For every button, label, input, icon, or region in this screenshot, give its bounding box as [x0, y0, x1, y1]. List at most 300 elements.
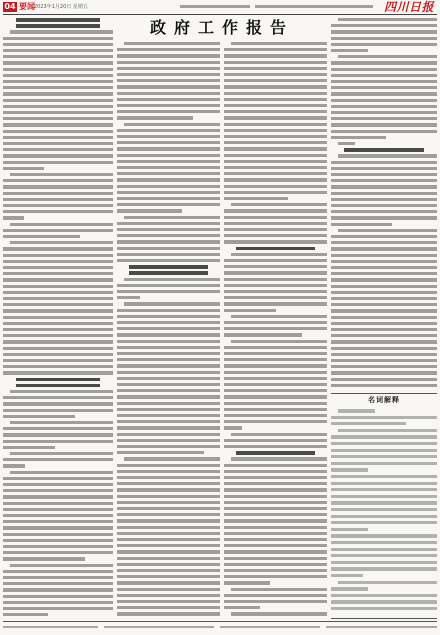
text-line — [224, 216, 327, 219]
text-line — [3, 495, 113, 498]
text-line — [331, 541, 437, 544]
text-line — [3, 409, 113, 412]
text-line — [331, 111, 437, 114]
text-line — [224, 172, 327, 175]
text-line — [3, 446, 55, 449]
page-number: 04 — [4, 2, 16, 11]
text-line — [331, 92, 437, 95]
column-4 — [331, 17, 437, 390]
text-line — [117, 92, 220, 95]
text-line — [224, 141, 327, 144]
text-line — [331, 291, 437, 294]
text-line — [224, 526, 327, 529]
text-line — [231, 612, 327, 615]
text-line — [224, 333, 302, 336]
text-line — [224, 327, 327, 330]
text-line — [3, 464, 25, 467]
text-line — [224, 476, 327, 479]
text-line — [117, 333, 220, 336]
text-line — [3, 595, 113, 598]
text-line — [10, 471, 113, 474]
text-line — [331, 501, 437, 504]
footer-info — [326, 626, 437, 628]
text-line — [224, 420, 327, 423]
text-line — [117, 166, 220, 169]
text-line — [3, 477, 113, 480]
text-line — [224, 271, 327, 274]
text-line — [117, 519, 220, 522]
text-line — [3, 266, 113, 269]
text-line — [3, 167, 44, 170]
text-line — [224, 544, 327, 547]
text-line — [129, 265, 207, 269]
text-line — [3, 204, 113, 207]
text-line — [224, 594, 327, 597]
text-line — [117, 575, 220, 578]
text-line — [117, 588, 220, 591]
text-line — [10, 564, 113, 567]
text-line — [3, 43, 113, 46]
text-line — [331, 462, 437, 465]
text-line — [331, 241, 437, 244]
text-line — [231, 433, 327, 436]
text-line — [117, 501, 220, 504]
text-line — [331, 347, 437, 350]
text-line — [331, 130, 437, 133]
text-line — [117, 402, 220, 405]
issue-date: 2023年1月20日 星期五 — [34, 4, 88, 10]
text-line — [3, 613, 48, 616]
text-line — [331, 587, 368, 591]
text-line — [117, 408, 220, 411]
text-line — [231, 588, 327, 591]
text-line — [117, 135, 220, 138]
text-line — [3, 74, 113, 77]
text-line — [331, 117, 437, 120]
text-line — [331, 204, 437, 207]
text-line — [224, 160, 327, 163]
glossary-box — [331, 393, 437, 619]
text-line — [331, 43, 437, 46]
text-line — [3, 247, 113, 250]
text-line — [3, 340, 113, 343]
text-line — [10, 390, 113, 393]
text-line — [331, 223, 392, 226]
text-line — [124, 216, 220, 219]
text-line — [3, 557, 85, 560]
text-line — [224, 185, 327, 188]
text-line — [117, 495, 220, 498]
text-line — [331, 272, 437, 275]
text-line — [224, 352, 327, 355]
text-line — [331, 574, 363, 577]
text-line — [331, 508, 437, 511]
text-line — [331, 161, 437, 164]
text-line — [331, 515, 437, 518]
text-line — [224, 414, 327, 417]
text-line — [224, 513, 327, 516]
text-line — [117, 284, 220, 287]
text-line — [3, 111, 113, 114]
header-divider — [3, 14, 437, 15]
text-line — [3, 601, 113, 604]
text-line — [224, 364, 327, 367]
text-line — [331, 567, 437, 570]
text-line — [224, 147, 327, 150]
text-line — [10, 30, 113, 33]
text-line — [3, 539, 113, 542]
text-line — [3, 297, 113, 300]
text-line — [224, 482, 327, 485]
text-line — [117, 191, 220, 194]
text-line — [124, 278, 220, 281]
text-line — [10, 223, 113, 226]
text-line — [3, 210, 113, 213]
text-line — [224, 309, 276, 312]
text-line — [117, 247, 220, 250]
text-line — [3, 309, 113, 312]
text-line — [117, 79, 220, 82]
glossary-body — [331, 408, 437, 616]
text-line — [224, 228, 327, 231]
text-line — [117, 389, 220, 392]
text-line — [3, 551, 113, 554]
text-line — [331, 198, 437, 201]
text-line — [331, 123, 437, 126]
text-line — [331, 468, 368, 472]
text-line — [3, 347, 113, 350]
text-line — [331, 422, 406, 425]
text-line — [331, 442, 437, 445]
text-line — [3, 533, 113, 536]
text-line — [3, 520, 113, 523]
text-line — [117, 54, 220, 57]
text-line — [117, 259, 220, 262]
text-line — [224, 402, 327, 405]
text-line — [3, 526, 113, 529]
text-line — [224, 178, 327, 181]
text-line — [10, 173, 113, 176]
text-line — [117, 532, 220, 535]
text-line — [3, 235, 80, 238]
text-line — [117, 116, 193, 119]
text-line — [331, 475, 437, 478]
text-line — [331, 86, 437, 89]
text-line — [3, 489, 113, 492]
text-line — [331, 235, 437, 238]
text-line — [117, 464, 220, 467]
text-line — [224, 296, 327, 299]
text-line — [331, 24, 437, 27]
text-line — [117, 315, 220, 318]
text-line — [117, 488, 220, 491]
text-line — [224, 464, 327, 467]
text-line — [331, 594, 437, 597]
text-line — [117, 340, 220, 343]
text-line — [331, 105, 437, 108]
text-line — [3, 514, 113, 517]
text-line — [224, 563, 327, 566]
text-line — [117, 253, 220, 256]
text-line — [117, 377, 220, 380]
text-line — [3, 508, 113, 511]
text-line — [3, 161, 113, 164]
text-line — [16, 378, 100, 382]
text-line — [3, 402, 113, 405]
text-line — [3, 576, 113, 579]
text-line — [117, 420, 220, 423]
text-line — [117, 197, 220, 200]
text-line — [224, 395, 327, 398]
text-line — [3, 415, 75, 418]
text-line — [117, 222, 220, 225]
text-line — [3, 607, 113, 610]
text-line — [331, 548, 437, 551]
text-line — [331, 455, 437, 458]
footer-divider — [3, 621, 437, 622]
text-line — [3, 49, 113, 52]
text-line — [117, 594, 220, 597]
text-line — [3, 136, 113, 139]
page-title: 政府工作报告 — [149, 18, 294, 37]
text-line — [338, 429, 437, 432]
newspaper-logo: 四川日报 — [384, 0, 435, 14]
text-line — [117, 147, 220, 150]
text-line — [231, 457, 327, 460]
text-line — [224, 73, 327, 76]
text-line — [224, 54, 327, 57]
text-line — [224, 501, 327, 504]
text-line — [331, 607, 437, 610]
text-line — [331, 297, 437, 300]
text-line — [117, 234, 220, 237]
text-line — [331, 179, 437, 182]
text-line — [3, 483, 113, 486]
text-line — [117, 513, 220, 516]
text-line — [224, 532, 327, 535]
footer-info — [3, 626, 98, 628]
text-line — [117, 476, 220, 479]
text-line — [224, 575, 327, 578]
text-line — [236, 247, 314, 251]
text-line — [331, 185, 437, 188]
text-line — [224, 197, 288, 200]
column-2 — [117, 41, 220, 619]
text-line — [224, 488, 327, 491]
text-line — [331, 254, 437, 257]
text-line — [331, 534, 437, 537]
text-line — [331, 328, 437, 331]
text-line — [3, 328, 113, 331]
text-line — [224, 191, 327, 194]
text-line — [3, 185, 113, 188]
text-line — [224, 278, 327, 281]
text-line — [117, 327, 220, 330]
text-line — [117, 482, 220, 485]
text-line — [224, 240, 327, 243]
text-line — [236, 451, 314, 455]
text-line — [331, 30, 437, 33]
text-line — [117, 185, 220, 188]
text-line — [3, 371, 113, 374]
text-line — [331, 449, 437, 452]
text-line — [224, 110, 327, 113]
text-line — [3, 588, 113, 591]
text-line — [224, 104, 327, 107]
text-line — [3, 545, 113, 548]
text-line — [331, 68, 437, 71]
text-line — [3, 285, 113, 288]
text-line — [117, 178, 220, 181]
glossary-bottom-rule — [331, 618, 437, 619]
text-line — [124, 42, 220, 45]
text-line — [117, 352, 220, 355]
text-line — [224, 222, 327, 225]
text-line — [224, 495, 327, 498]
text-line — [3, 216, 24, 219]
text-line — [224, 154, 327, 157]
text-line — [231, 42, 327, 45]
text-line — [3, 582, 113, 585]
text-line — [224, 234, 327, 237]
text-line — [224, 92, 327, 95]
text-line — [117, 538, 220, 541]
text-line — [117, 85, 220, 88]
text-line — [3, 316, 113, 319]
text-line — [117, 426, 220, 429]
text-line — [117, 346, 220, 349]
text-line — [117, 209, 182, 212]
text-line — [331, 435, 437, 438]
text-line — [3, 117, 113, 120]
text-line — [331, 600, 437, 603]
text-line — [117, 141, 220, 144]
page-header — [0, 0, 440, 14]
text-line — [224, 538, 327, 541]
text-line — [117, 104, 220, 107]
text-line — [3, 433, 113, 436]
text-line — [117, 383, 220, 386]
text-line — [331, 371, 437, 374]
text-line — [224, 135, 327, 138]
text-line — [331, 266, 437, 269]
text-line — [3, 396, 113, 399]
text-line — [331, 378, 437, 381]
text-line — [231, 203, 327, 206]
text-line — [117, 600, 220, 603]
text-line — [224, 85, 327, 88]
text-line — [124, 123, 220, 126]
footer-info — [104, 626, 214, 628]
text-line — [224, 445, 327, 448]
text-line — [224, 61, 327, 64]
text-line — [3, 353, 113, 356]
text-line — [117, 98, 220, 101]
text-line — [231, 340, 327, 343]
text-line — [117, 61, 220, 64]
text-line — [117, 581, 220, 584]
text-line — [331, 247, 437, 250]
text-line — [224, 166, 327, 169]
text-line — [224, 383, 327, 386]
text-line — [331, 49, 368, 52]
column-3 — [224, 41, 327, 619]
text-line — [338, 154, 437, 157]
text-line — [224, 600, 327, 603]
text-line — [331, 192, 437, 195]
section-name: 要闻 — [19, 2, 35, 11]
text-line — [224, 426, 242, 429]
text-line — [338, 581, 437, 584]
text-line — [224, 439, 327, 442]
text-line — [231, 315, 327, 318]
text-line — [16, 18, 100, 22]
text-line — [331, 136, 386, 139]
text-line — [224, 377, 327, 380]
text-line — [3, 61, 113, 64]
text-line — [3, 458, 113, 461]
text-line — [338, 229, 437, 232]
text-line — [344, 148, 425, 152]
header-info-line — [180, 5, 250, 8]
text-line — [117, 73, 220, 76]
glossary-heading: 名词解释 — [368, 396, 400, 404]
text-line — [3, 192, 113, 195]
text-line — [117, 563, 220, 566]
text-line — [117, 160, 220, 163]
text-line — [224, 123, 327, 126]
text-line — [331, 495, 437, 498]
text-line — [117, 228, 220, 231]
text-line — [117, 526, 220, 529]
text-line — [331, 482, 437, 485]
text-line — [338, 409, 375, 413]
text-line — [129, 271, 207, 275]
text-line — [331, 416, 437, 419]
text-line — [224, 129, 327, 132]
text-line — [117, 172, 220, 175]
text-line — [3, 272, 113, 275]
text-line — [117, 395, 220, 398]
text-line — [117, 544, 220, 547]
text-line — [331, 528, 368, 532]
text-line — [3, 322, 113, 325]
text-line — [331, 340, 437, 343]
text-line — [224, 302, 327, 305]
text-line — [331, 384, 437, 387]
text-line — [117, 240, 220, 243]
text-line — [3, 440, 113, 443]
text-line — [117, 414, 220, 417]
text-line — [3, 55, 113, 58]
text-line — [3, 334, 113, 337]
text-line — [10, 421, 113, 424]
text-line — [117, 203, 220, 206]
text-line — [10, 241, 113, 244]
text-line — [331, 61, 437, 64]
text-line — [331, 74, 437, 77]
text-line — [331, 561, 437, 564]
footer-info — [220, 626, 320, 628]
text-line — [3, 130, 113, 133]
text-line — [224, 507, 327, 510]
text-line — [331, 210, 437, 213]
text-line — [331, 303, 437, 306]
text-line — [338, 18, 437, 21]
text-line — [224, 79, 327, 82]
text-line — [3, 179, 113, 182]
text-line — [224, 581, 270, 584]
